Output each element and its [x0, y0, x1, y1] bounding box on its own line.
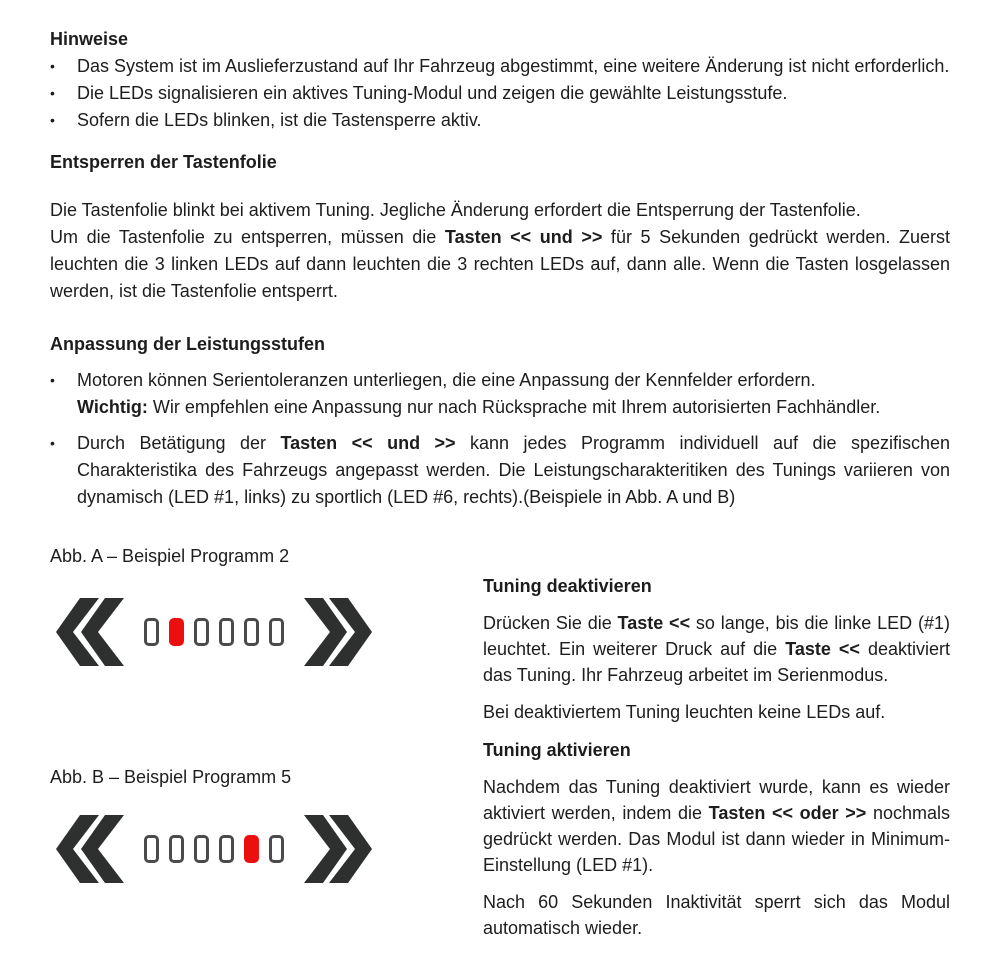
led-inactive	[269, 835, 284, 863]
tuning-deaktivieren-paragraph	[483, 610, 950, 688]
led-inactive	[194, 618, 209, 646]
section-anpassung	[50, 331, 950, 511]
led-inactive	[194, 835, 209, 863]
figure-b-led-panel	[56, 815, 483, 883]
text-run: Wir empfehlen eine Anpassung nur nach Rücksprache mit Ihrem autorisierten Fachhändler.	[147, 397, 881, 417]
text-run: Um die Tastenfolie zu entsperren, müssen die	[50, 227, 445, 247]
led-inactive	[144, 835, 159, 863]
bullet-text	[77, 107, 950, 134]
list-item	[50, 107, 950, 134]
led-inactive	[244, 618, 259, 646]
text-run: Das System ist im Auslieferzustand auf Ihr Fahrzeug abgestimmt, eine weitere Änderung ist nicht erforderlich.	[77, 56, 950, 76]
section-hinweise	[50, 26, 950, 134]
anpassung-bullet-list	[50, 367, 950, 511]
double-chevron-left-icon	[56, 815, 124, 883]
text-run: so lange, bis die linke LED (#1) leuchtet. Ein weiterer Druck auf die	[483, 613, 950, 659]
bullet-text	[77, 367, 950, 421]
text-run: deaktiviert das Tuning. Ihr Fahrzeug arbeitet im Serienmodus.	[483, 639, 950, 685]
led-strip	[144, 618, 284, 646]
bullet-icon: •	[50, 85, 55, 101]
double-chevron-right-icon	[304, 598, 372, 666]
text-run: Die LEDs signalisieren ein aktives Tuning-Modul und zeigen die gewählte Leistungsstufe.	[77, 83, 788, 103]
tuning-aktivieren-heading: Tuning aktivieren	[483, 740, 631, 760]
entsperren-heading: Entsperren der Tastenfolie	[50, 152, 277, 172]
tuning-aktivieren-paragraph	[483, 774, 950, 878]
figure-a-label: Abb. A – Beispiel Programm 2	[50, 546, 290, 566]
bold-text-run: Taste <<	[785, 639, 860, 659]
text-run: für 5 Sekunden gedrückt werden. Zuerst leuchten die 3 linken LEDs auf dann leuchten die 3 rechten LEDs auf, dann alle. Wenn die Tasten losgelassen werden, ist die Tastenfolie entsperrt.	[50, 227, 950, 301]
text-run: Durch Betätigung der	[77, 433, 281, 453]
text-run: Motoren können Serientoleranzen unterliegen, die eine Anpassung der Kennfelder erfordern.	[77, 370, 816, 390]
list-item	[50, 53, 950, 80]
bold-text-run: Tasten << und >>	[280, 433, 456, 453]
bullet-text	[77, 430, 950, 511]
bold-text-run: Wichtig:	[77, 397, 148, 417]
double-chevron-left-icon	[56, 598, 124, 666]
led-inactive	[269, 618, 284, 646]
double-chevron-right-icon	[304, 815, 372, 883]
section-entsperren	[50, 149, 950, 305]
text-run: Drücken Sie die	[483, 613, 618, 633]
figure-a-led-panel	[56, 598, 483, 666]
led-active	[244, 835, 259, 863]
bullet-text	[77, 80, 950, 107]
hinweise-heading: Hinweise	[50, 29, 129, 49]
led-inactive	[219, 618, 234, 646]
list-item	[50, 367, 950, 421]
anpassung-heading: Anpassung der Leistungsstufen	[50, 334, 326, 354]
led-active	[169, 618, 184, 646]
led-inactive	[219, 835, 234, 863]
bold-text-run: Tasten << und >>	[444, 227, 603, 247]
figures-column	[50, 543, 483, 941]
list-item	[50, 430, 950, 511]
entsperren-paragraph	[50, 197, 950, 305]
bullet-icon: •	[50, 372, 55, 388]
tuning-deaktivieren-note: Bei deaktiviertem Tuning leuchten keine LEDs auf.	[483, 702, 886, 722]
text-run: nochmals gedrückt werden. Das Modul ist dann wieder in Minimum-Einstellung (LED #1).	[483, 803, 950, 875]
bold-text-run: Taste <<	[617, 613, 691, 633]
bullet-icon: •	[50, 112, 55, 128]
bullet-icon: •	[50, 58, 55, 74]
tuning-aktivieren-note: Nach 60 Sekunden Inaktivität sperrt sich das Modul automatisch wieder.	[483, 892, 950, 938]
led-inactive	[169, 835, 184, 863]
bullet-text	[77, 53, 950, 80]
hinweise-bullet-list	[50, 53, 950, 134]
bold-text-run: Tasten << oder >>	[708, 803, 867, 823]
figure-b-label: Abb. B – Beispiel Programm 5	[50, 767, 292, 787]
text-run: Sofern die LEDs blinken, ist die Tastensperre aktiv.	[77, 110, 482, 130]
tuning-deaktivieren-heading: Tuning deaktivieren	[483, 576, 652, 596]
figures-and-tuning-area	[50, 543, 950, 941]
bullet-icon: •	[50, 435, 55, 451]
led-inactive	[144, 618, 159, 646]
led-strip	[144, 835, 284, 863]
text-run: Die Tastenfolie blinkt bei aktivem Tuning. Jegliche Änderung erfordert die Entsperrung der Tastenfolie.	[50, 200, 861, 220]
text-run: Nachdem das Tuning deaktiviert wurde, kann es wieder aktiviert werden, indem die	[483, 777, 950, 823]
tuning-text-column	[483, 573, 950, 941]
list-item	[50, 80, 950, 107]
text-run: kann jedes Programm individuell auf die spezifischen Charakteristika des Fahrzeugs angepasst werden. Die Leistungscharakteritiken des Tunings variieren von dynamisch (LED #1, links) zu sportlich (LED #6, rechts).(Beispiele in Abb. A und B)	[77, 433, 951, 507]
